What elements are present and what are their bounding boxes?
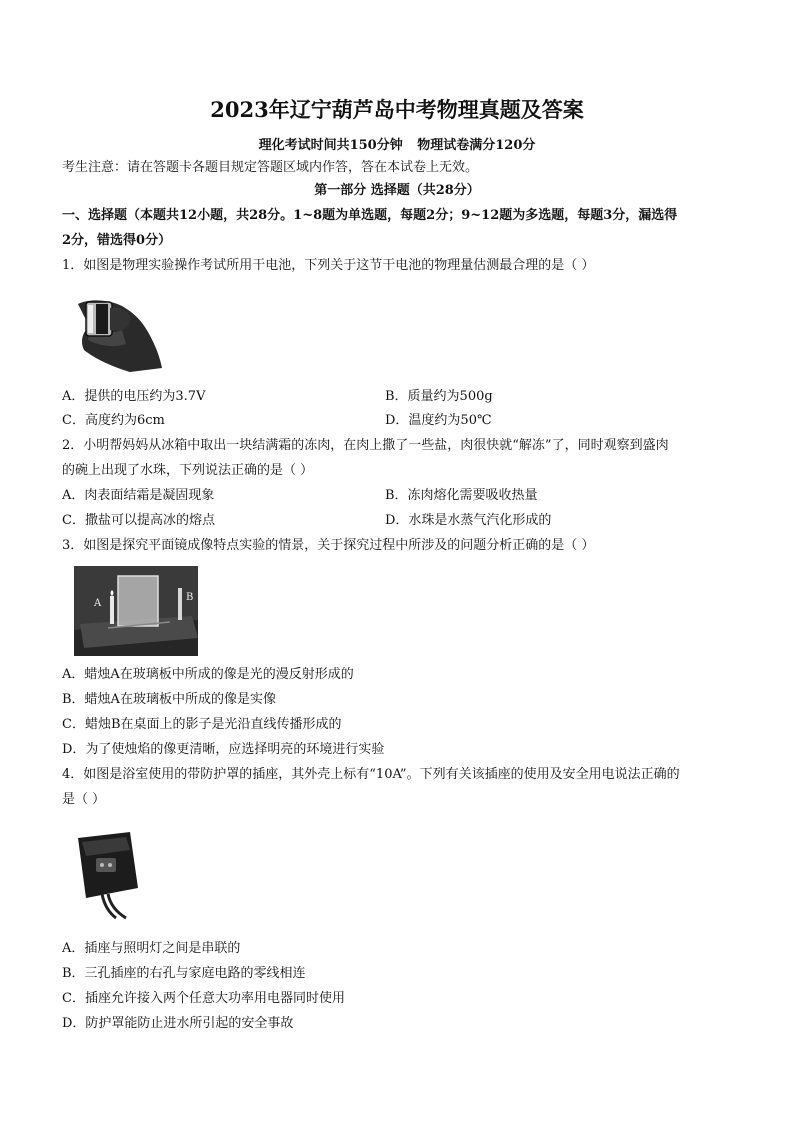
question-4-option-d: D．防护罩能防止进水所引起的安全事故	[62, 1016, 294, 1031]
question-2-option-c: C．撒盐可以提高冰的熔点	[62, 513, 215, 528]
socket-with-cover-photo	[72, 828, 144, 922]
question-4-stem-line-1: 4．如图是浴室使用的带防护罩的插座，其外壳上标有“10A”。下列有关该插座的使用及安全用电说法正确的	[62, 767, 680, 782]
question-3-option-c: C．蜡烛B在桌面上的影子是光沿直线传播形成的	[62, 717, 342, 732]
exam-subtitle: 理化考试时间共150分钟 物理试卷满分120分	[258, 138, 536, 153]
question-2-option-d: D．水珠是水蒸气汽化形成的	[385, 513, 552, 528]
question-2-stem-line-2: 的碗上出现了水珠，下列说法正确的是（ ）	[62, 463, 314, 478]
plane-mirror-experiment-photo	[74, 566, 198, 656]
question-4-option-b: B．三孔插座的右孔与家庭电路的零线相连	[62, 966, 306, 981]
question-3-option-d: D．为了使烛焰的像更清晰，应选择明亮的环境进行实验	[62, 742, 385, 757]
question-1-option-b: B．质量约为500g	[385, 389, 493, 404]
battery-photo	[70, 292, 166, 374]
candle-label-a: A	[94, 598, 102, 609]
question-3-option-a: A．蜡烛A在玻璃板中所成的像是光的漫反射形成的	[62, 667, 354, 682]
page-title: 2023年辽宁葫芦岛中考物理真题及答案	[210, 97, 584, 122]
notice-text: 考生注意：请在答题卡各题目规定答题区域内作答，答在本试卷上无效。	[62, 160, 479, 175]
part-heading: 第一部分 选择题（共28分）	[314, 183, 480, 198]
section-heading-line-2: 2分，错选得0分）	[62, 233, 172, 248]
candle-label-b: B	[186, 592, 194, 603]
question-1-option-d: D．温度约为50℃	[385, 413, 492, 428]
question-4-stem-line-2: 是（ ）	[62, 792, 106, 807]
question-1-stem: 1．如图是物理实验操作考试所用干电池，下列关于这节干电池的物理量估测最合理的是（ ）	[62, 258, 595, 273]
question-4-option-a: A．插座与照明灯之间是串联的	[62, 941, 241, 956]
question-1-option-a: A．提供的电压约为3.7V	[62, 389, 206, 404]
question-3-option-b: B．蜡烛A在玻璃板中所成的像是实像	[62, 692, 276, 707]
question-1-option-c: C．高度约为6cm	[62, 413, 165, 428]
question-3-stem: 3．如图是探究平面镜成像特点实验的情景，关于探究过程中所涉及的问题分析正确的是（ ）	[62, 538, 595, 553]
question-2-option-a: A．肉表面结霜是凝固现象	[62, 488, 215, 503]
question-4-option-c: C．插座允许接入两个任意大功率用电器同时使用	[62, 991, 345, 1006]
section-heading-line-1: 一、选择题（本题共12小题，共28分。1~8题为单选题，每题2分；9~12题为多选题，每题3分，漏选得	[62, 208, 678, 223]
question-2-stem-line-1: 2．小明帮妈妈从冰箱中取出一块结满霜的冻肉，在肉上撒了一些盐，肉很快就“解冻”了，同时观察到盛肉	[62, 438, 669, 453]
question-2-option-b: B．冻肉熔化需要吸收热量	[385, 488, 538, 503]
